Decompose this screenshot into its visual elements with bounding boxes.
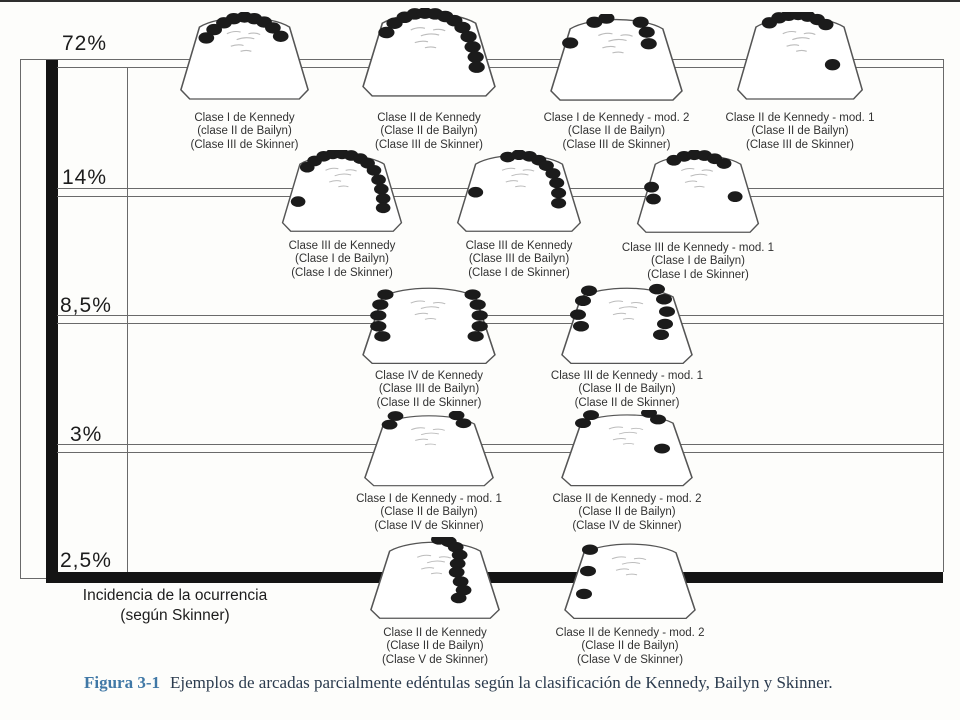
incidence-axis-title: [52, 586, 298, 626]
arch-classification-label: [325, 627, 545, 667]
arch-label-line: (Clase III de Skinner): [190, 138, 299, 151]
incidence-gridline: [57, 323, 944, 324]
arch-label-line: (Clase I de Skinner): [647, 268, 749, 281]
arch-label-line: (Clase III de Skinner): [562, 138, 671, 151]
incidence-percent-label: 2,5%: [60, 549, 112, 572]
dental-arch-diagram: [733, 12, 867, 104]
incidence-gridline: [57, 452, 944, 453]
arch-outline-svg: [360, 411, 498, 490]
arch-label-line: Clase II de Kennedy: [377, 112, 481, 124]
arch-label-line: Clase II de Kennedy - mod. 2: [552, 493, 702, 505]
dental-arch-diagram: [358, 8, 500, 101]
arch-outline-svg: [733, 12, 867, 104]
arch-label-line: Clase I de Kennedy - mod. 2: [543, 112, 690, 124]
arch-label-line: (Clase II de Skinner): [574, 396, 680, 409]
arch-label-line: Clase III de Kennedy - mod. 1: [621, 242, 775, 254]
dental-arch-diagram: [278, 150, 406, 236]
dental-arch-diagram: [557, 283, 697, 368]
dental-arch-diagram: [358, 283, 500, 368]
arch-label-line: (Clase II de Bailyn): [578, 506, 676, 519]
arch-outline-svg: [278, 150, 406, 236]
axis-left-bracket-line: [20, 59, 21, 578]
arch-label-line: (Clase III de Skinner): [374, 138, 483, 151]
arch-label-line: (Clase II de Bailyn): [567, 125, 666, 138]
arch-classification-label: [520, 627, 740, 667]
inner-scale-line: [127, 67, 128, 572]
dental-arch-diagram: [360, 411, 498, 490]
arch-label-line: (clase II de Bailyn): [197, 125, 292, 138]
incidence-percent-label: 3%: [70, 423, 103, 446]
arch-classification-label: [690, 112, 910, 152]
dental-arch-diagram: [366, 537, 504, 623]
arch-label-line: Clase II de Kennedy - mod. 2: [555, 627, 705, 639]
incidence-percent-label: 8,5%: [60, 294, 112, 317]
incidence-percent-label: 14%: [62, 166, 108, 189]
figure-caption-text: Ejemplos de arcadas parcialmente edéntulas según la clasificación de Kennedy, Bailyn y Skinner.: [170, 673, 833, 692]
arch-outline-svg: [366, 537, 504, 623]
arch-outline-svg: [358, 283, 500, 368]
arch-label-line: (Clase III de Skinner): [745, 138, 854, 151]
arch-classification-label: [319, 370, 539, 410]
incidence-gridline: [57, 315, 944, 316]
arch-outline-svg: [633, 150, 763, 237]
page-top-border: [0, 0, 960, 2]
arch-classification-label: [588, 242, 808, 282]
axis-bracket-foot-line: [20, 578, 46, 579]
arch-label-line: (Clase II de Bailyn): [581, 640, 679, 653]
arch-label-line: Clase III de Kennedy: [465, 240, 573, 252]
arch-outline-svg: [557, 410, 697, 490]
arch-label-line: (Clase V de Skinner): [576, 653, 684, 666]
dental-arch-diagram: [453, 150, 585, 236]
dental-arch-diagram: [560, 539, 700, 623]
arch-outline-svg: [557, 283, 697, 368]
arch-outline-svg: [176, 12, 313, 104]
arch-label-line: Clase II de Kennedy - mod. 1: [725, 112, 875, 124]
figure-caption: [84, 672, 874, 694]
dental-arch-diagram: [557, 410, 697, 490]
arch-classification-label: [517, 493, 737, 533]
arch-label-line: (Clase III de Bailyn): [468, 253, 570, 266]
arch-label-line: (Clase III de Bailyn): [378, 383, 480, 396]
arch-label-line: Clase I de Kennedy: [194, 112, 295, 124]
arch-label-line: (Clase I de Bailyn): [651, 255, 745, 268]
arch-label-line: Clase III de Kennedy: [288, 240, 396, 252]
axis-title-line1: Incidencia de la ocurrencia: [82, 587, 268, 604]
arch-classification-label: [517, 370, 737, 410]
incidence-gridline: [57, 444, 944, 445]
dental-arch-diagram: [176, 12, 313, 104]
arch-label-line: Clase IV de Kennedy: [374, 370, 484, 382]
arch-label-line: (Clase I de Skinner): [291, 266, 393, 279]
arch-label-line: (Clase IV de Skinner): [572, 519, 682, 532]
figure-caption-number: Figura 3-1: [84, 673, 161, 692]
arch-label-line: Clase II de Kennedy: [383, 627, 487, 639]
arch-label-line: Clase I de Kennedy - mod. 1: [356, 493, 502, 505]
arch-outline-svg: [358, 8, 500, 101]
arch-label-line: (Clase II de Bailyn): [380, 506, 478, 519]
arch-label-line: (Clase II de Bailyn): [751, 125, 849, 138]
dental-arch-diagram: [633, 150, 763, 237]
arch-label-line: (Clase II de Bailyn): [386, 640, 484, 653]
arch-outline-svg: [546, 14, 687, 105]
arch-label-line: (Clase II de Skinner): [376, 396, 482, 409]
arch-label-line: (Clase I de Bailyn): [295, 253, 389, 266]
arch-classification-label: [319, 493, 539, 533]
dental-arch-diagram: [546, 14, 687, 105]
incidence-percent-label: 72%: [62, 32, 108, 55]
arch-label-line: (Clase IV de Skinner): [374, 519, 484, 532]
arch-label-line: Clase III de Kennedy - mod. 1: [550, 370, 704, 382]
axis-title-line2: (según Skinner): [120, 607, 230, 624]
arch-label-line: (Clase II de Bailyn): [380, 125, 478, 138]
arch-label-line: (Clase II de Bailyn): [578, 383, 676, 396]
arch-label-line: (Clase I de Skinner): [468, 266, 570, 279]
arch-outline-svg: [560, 539, 700, 623]
arch-outline-svg: [453, 150, 585, 236]
arch-label-line: (Clase V de Skinner): [381, 653, 489, 666]
incidence-axis-bar: [46, 59, 58, 583]
